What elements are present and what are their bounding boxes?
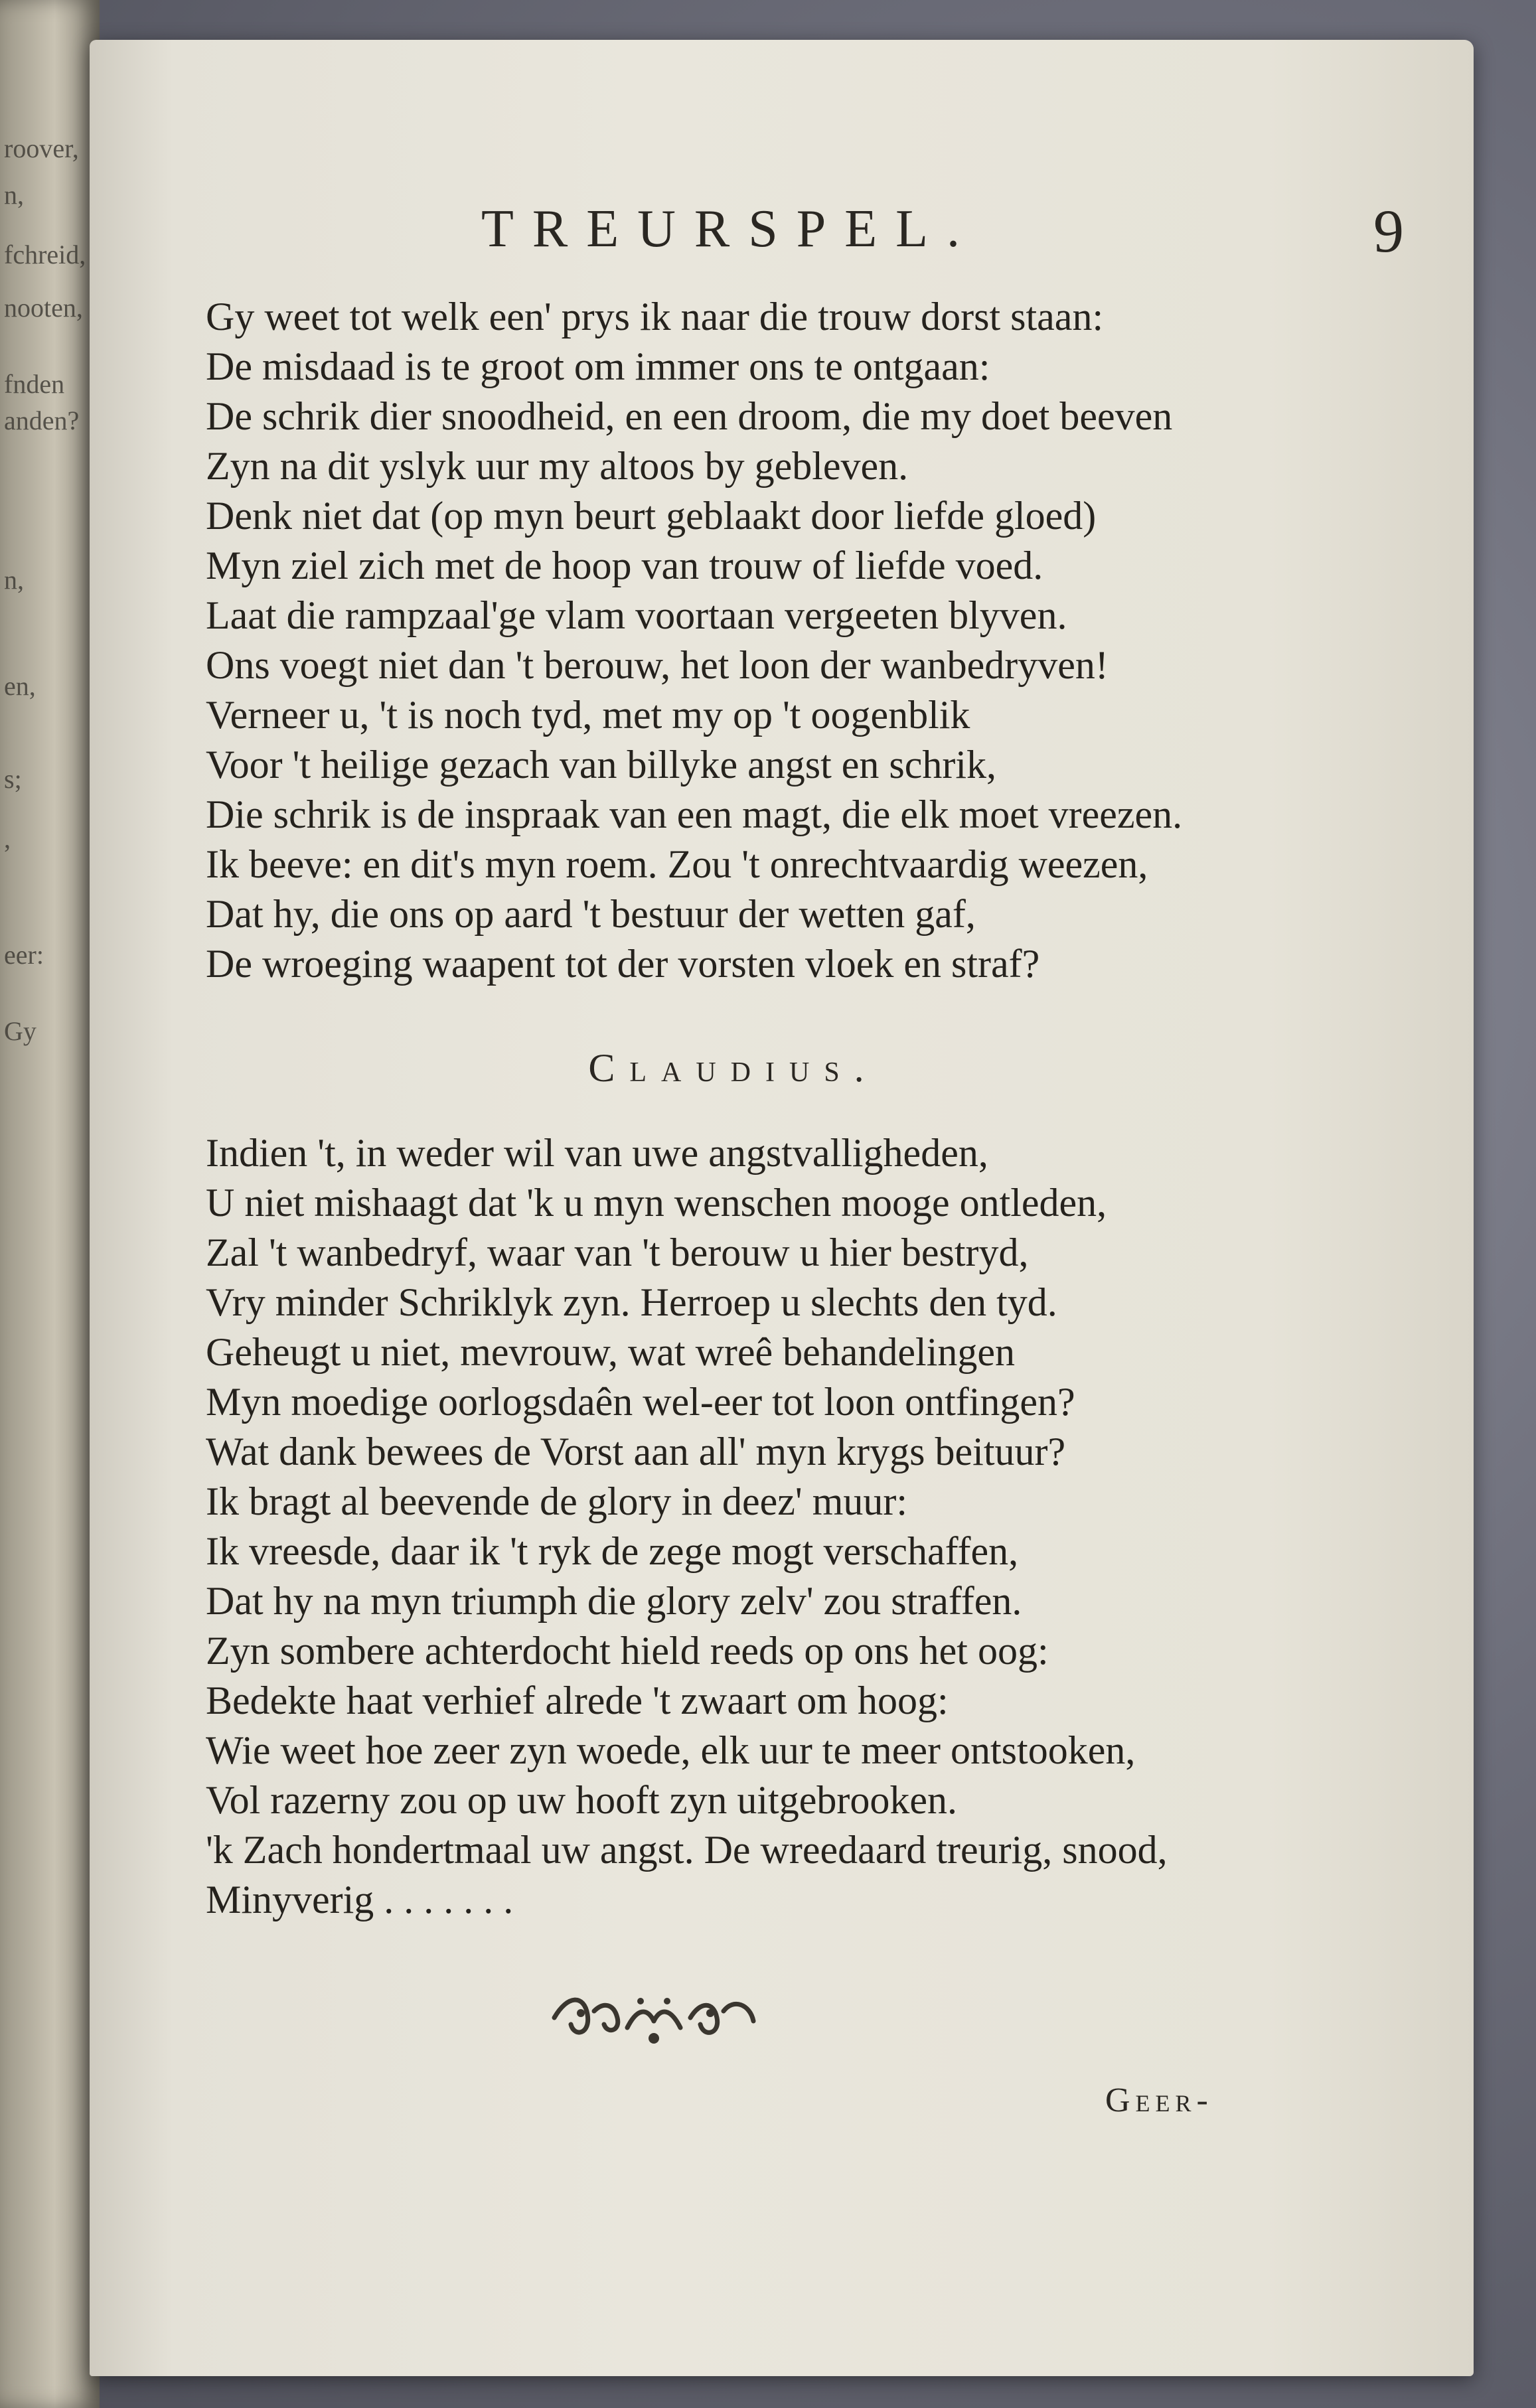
facing-page-fragment: fnden: [4, 369, 65, 399]
verse-line: Myn ziel zich met de hoop van trouw of liefde voed.: [206, 544, 1043, 587]
running-title: TREURSPEL.: [481, 200, 978, 258]
verse-line: Vry minder Schriklyk zyn. Herroep u slechts den tyd.: [206, 1280, 1057, 1324]
facing-page-fragment: anden?: [4, 406, 80, 435]
verse-line: De wroeging waapent tot der vorsten vloek en straf?: [206, 942, 1040, 986]
verse-line: Ik vreesde, daar ik 't ryk de zege mogt verschaffen,: [206, 1529, 1019, 1573]
verse-line: Geheugt u niet, mevrouw, wat wreê behandelingen: [206, 1330, 1016, 1374]
verse-line: Zyn na dit yslyk uur my altoos by gebleven.: [206, 444, 909, 488]
verse-line: Denk niet dat (op myn beurt geblaakt door liefde gloed): [206, 494, 1097, 538]
verse-stanza-2: [206, 1128, 1401, 1925]
catchword: Geer-: [1105, 2081, 1213, 2119]
facing-page-fragment: fchreid,: [4, 240, 86, 269]
verse-line: Myn moedige oorlogsdaên wel-eer tot loon ontfingen?: [206, 1380, 1075, 1424]
facing-page-fragment: n,: [4, 180, 24, 210]
book-page: [90, 40, 1474, 2376]
verse-line: Gy weet tot welk een' prys ik naar die trouw dorst staan:: [206, 295, 1104, 339]
facing-page-fragment: nooten,: [4, 293, 83, 323]
verse-line: De misdaad is te groot om immer ons te ontgaan:: [206, 344, 990, 388]
verse-line: De schrik dier snoodheid, en een droom, die my doet beeven: [206, 394, 1173, 438]
facing-page-fragment: roover,: [4, 133, 79, 163]
facing-page-fragment: en,: [4, 671, 36, 701]
verse-line: U niet mishaagt dat 'k u myn wenschen mooge ontleden,: [206, 1181, 1107, 1225]
verse-line: Die schrik is de inspraak van een magt, die elk moet vreezen.: [206, 792, 1183, 836]
verse-stanza-1: [206, 292, 1401, 989]
verse-line: Dat hy, die ons op aard 't bestuur der wetten gaf,: [206, 892, 976, 936]
verse-line: Voor 't heilige gezach van billyke angst en schrik,: [206, 743, 997, 787]
running-head: [382, 199, 1404, 279]
verse-line: Zyn sombere achterdocht hield reeds op ons het oog:: [206, 1629, 1049, 1673]
facing-page-fragment: Gy: [4, 1016, 37, 1046]
facing-page-fragment: s;: [4, 764, 22, 794]
speaker-name: Claudius.: [588, 1046, 879, 1090]
verse-line: Dat hy na myn triumph die glory zelv' zou straffen.: [206, 1579, 1022, 1623]
verse-line: Minyverig . . . . . . .: [206, 1878, 514, 1921]
facing-page-fragment: ,: [4, 824, 11, 854]
verse-line: Bedekte haat verhief alrede 't zwaart om hoog:: [206, 1679, 949, 1722]
verse-line: Ik bragt al beevende de glory in deez' muur:: [206, 1479, 908, 1523]
floral-vignette-icon: [548, 1981, 760, 2054]
verse-line: 'k Zach hondertmaal uw angst. De wreedaard treurig, snood,: [206, 1828, 1168, 1872]
verse-line: Indien 't, in weder wil van uwe angstvalligheden,: [206, 1131, 988, 1175]
verse-line: Ons voegt niet dan 't berouw, het loon der wanbedryven!: [206, 643, 1109, 687]
verse-line: Verneer u, 't is noch tyd, met my op 't oogenblik: [206, 693, 970, 737]
facing-page-fragment: n,: [4, 565, 24, 595]
verse-line: Wat dank bewees de Vorst aan all' myn krygs beituur?: [206, 1430, 1066, 1473]
page-number: 9: [1373, 197, 1404, 265]
facing-page-fragment: eer:: [4, 940, 44, 970]
verse-line: Vol razerny zou op uw hooft zyn uitgebrooken.: [206, 1778, 957, 1822]
verse-line: Ik beeve: en dit's myn roem. Zou 't onrechtvaardig weezen,: [206, 842, 1148, 886]
verse-line: Wie weet hoe zeer zyn woede, elk uur te meer ontstooken,: [206, 1728, 1136, 1772]
facing-page-edge: [0, 0, 100, 2408]
verse-line: Zal 't wanbedryf, waar van 't berouw u hier bestryd,: [206, 1231, 1029, 1274]
verse-line: Laat die rampzaal'ge vlam voortaan vergeeten blyven.: [206, 593, 1067, 637]
